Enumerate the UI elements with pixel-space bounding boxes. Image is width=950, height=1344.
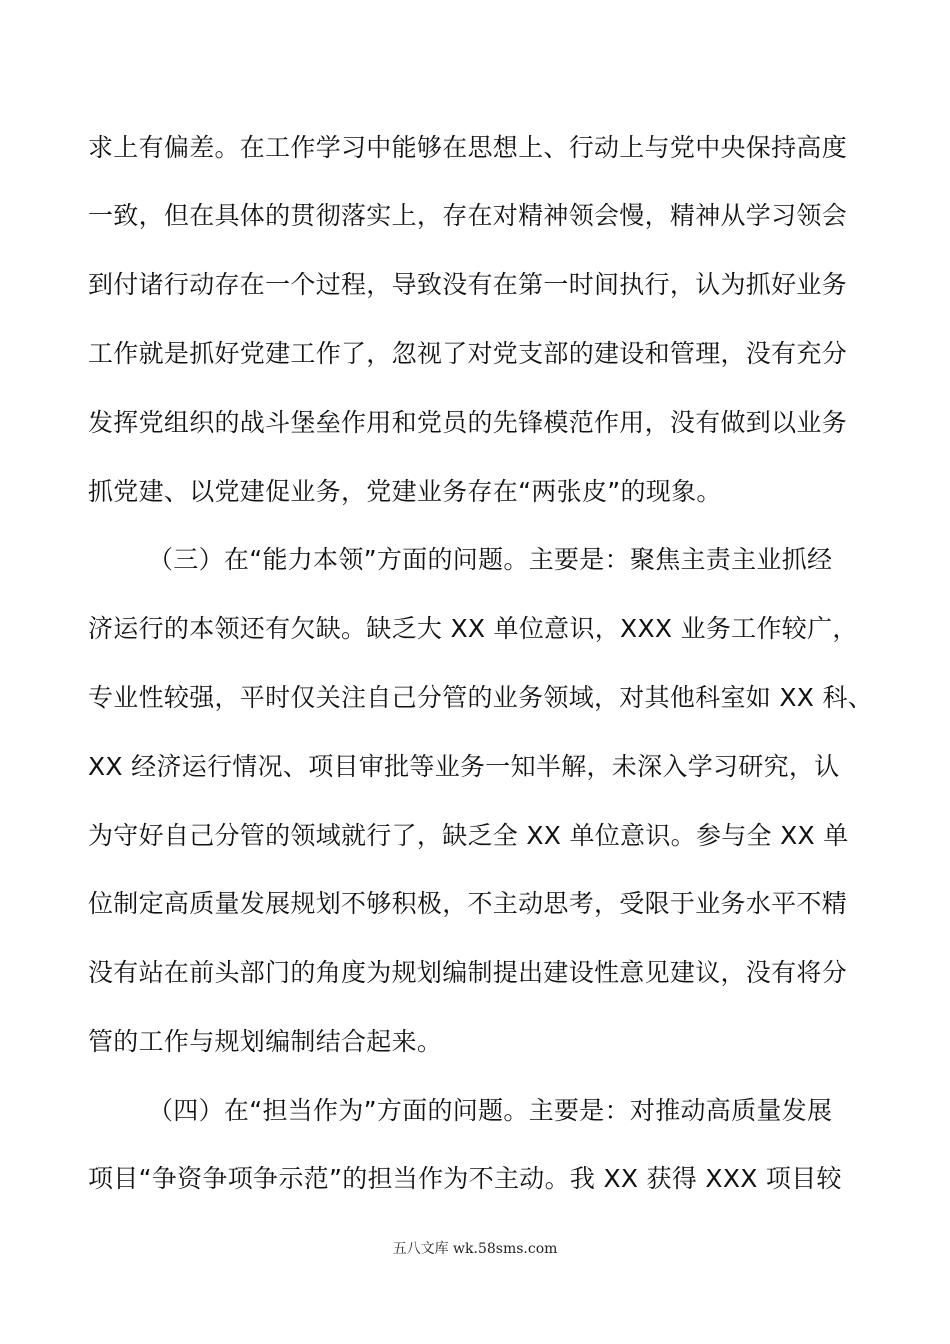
text-line: 求上有偏差。在工作学习中能够在思想上、行动上与党中央保持高度 — [88, 133, 848, 162]
text-line: 为守好自己分管的领域就行了，缺乏全 XX 单位意识。参与全 XX 单 — [88, 821, 849, 850]
text-line: 济运行的本领还有欠缺。缺乏大 XX 单位意识，XXX 业务工作较广， — [88, 614, 858, 643]
text-line: 抓党建、以党建促业务，党建业务存在“两张皮”的现象。 — [88, 477, 722, 506]
page-footer: 五八文库 wk.58sms.com — [392, 1241, 558, 1257]
text-line: XX 经济运行情况、项目审批等业务一知半解，未深入学习研究，认 — [88, 752, 840, 781]
text-line: 项目“争资争项争示范”的担当作为不主动。我 XX 获得 XXX 项目较 — [88, 1164, 842, 1193]
text-line: 位制定高质量发展规划不够积极，不主动思考，受限于业务水平不精 — [88, 889, 848, 918]
text-line: 专业性较强，平时仅关注自己分管的业务领域，对其他科室如 XX 科、 — [88, 683, 874, 712]
text-line: 发挥党组织的战斗堡垒作用和党员的先锋模范作用，没有做到以业务 — [88, 408, 848, 437]
text-line: 工作就是抓好党建工作了，忽视了对党支部的建设和管理，没有充分 — [88, 339, 848, 368]
section-heading-line: （四）在“担当作为”方面的问题。主要是：对推动高质量发展 — [148, 1096, 833, 1125]
text-line: 管的工作与规划编制结合起来。 — [88, 1027, 443, 1056]
text-line: 到付诸行动存在一个过程，导致没有在第一时间执行，认为抓好业务 — [88, 270, 848, 299]
text-line: 一致，但在具体的贯彻落实上，存在对精神领会慢，精神从学习领会 — [88, 201, 848, 230]
section-heading-line: （三）在“能力本领”方面的问题。主要是：聚焦主责主业抓经 — [148, 545, 833, 574]
text-line: 没有站在前头部门的角度为规划编制提出建设性意见建议，没有将分 — [88, 958, 848, 987]
